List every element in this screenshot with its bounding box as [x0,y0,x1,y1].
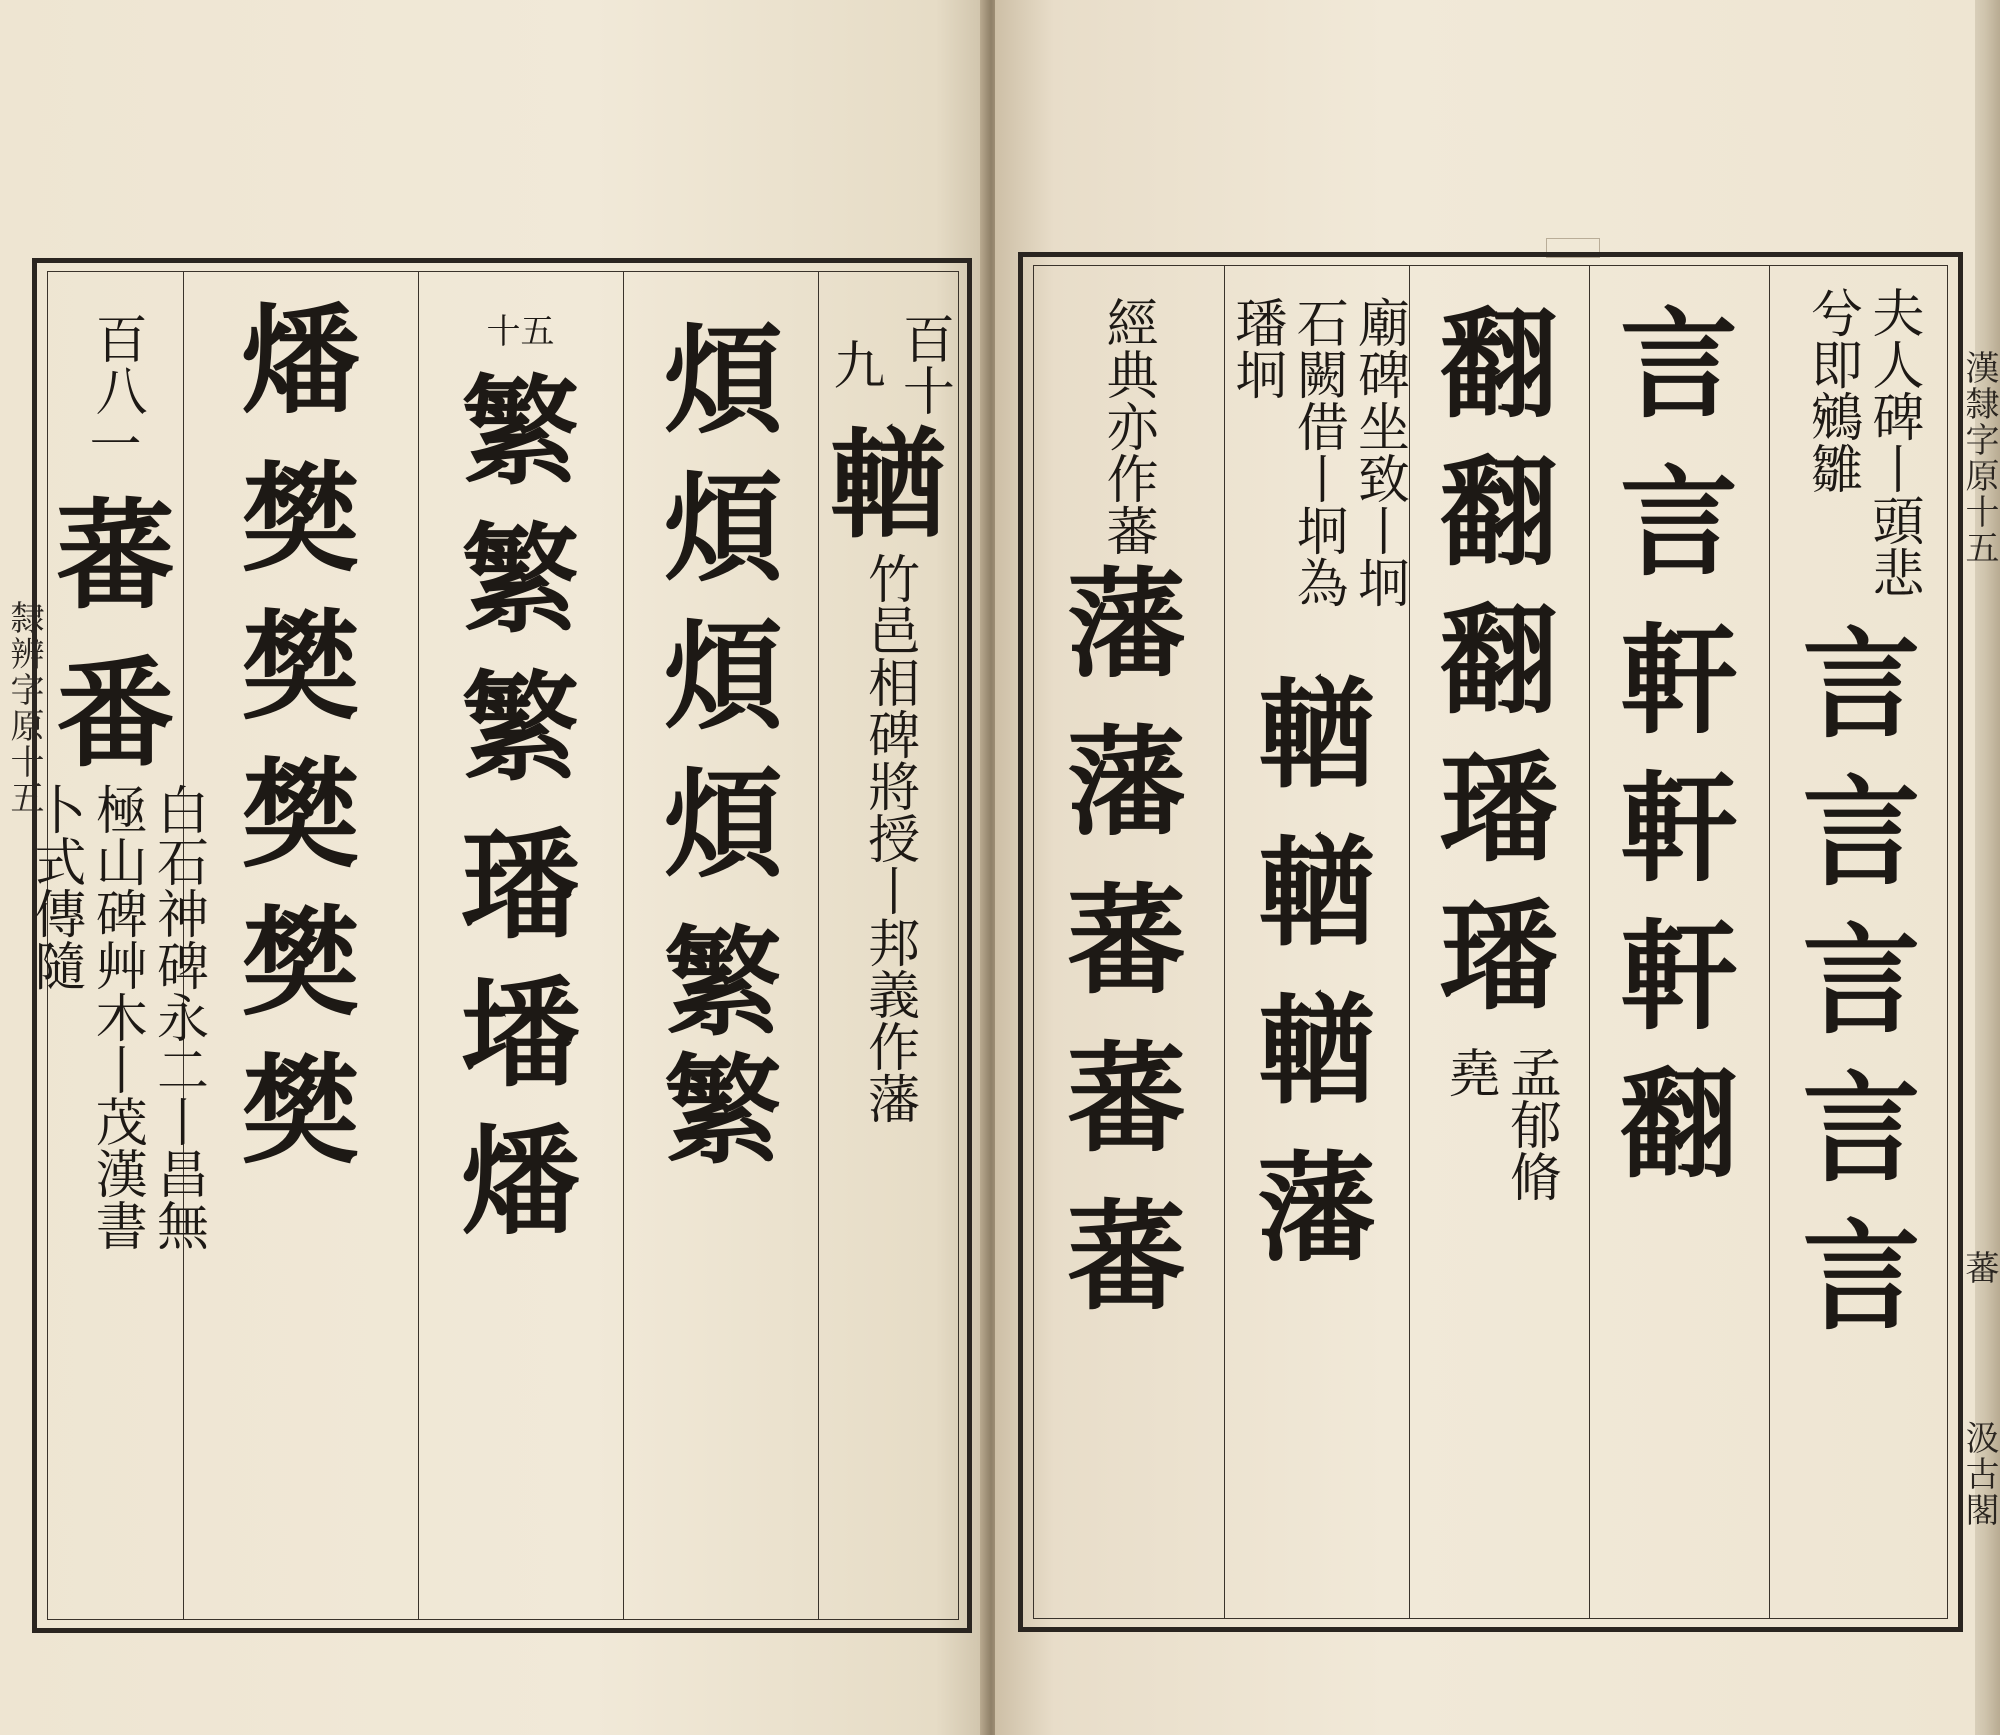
column-rule [623,272,624,1619]
headword: 樊 [241,893,360,1032]
headword: 輶 [828,415,947,554]
headword: 繁 [461,657,580,797]
column-rule [1769,266,1770,1618]
note-text: 百十 [893,312,954,416]
headword: 燔 [241,291,360,430]
headword: 軒 [1619,611,1738,750]
right-margin-title: 漢隸字原十五 [1959,350,1999,566]
headword: 煩 [663,459,782,598]
headword: 煩 [663,755,782,894]
right-column-3 [1414,266,1584,1618]
headword: 蕃 [1067,871,1186,1010]
right-column-5 [1034,266,1219,1618]
headword: 軒 [1619,759,1738,898]
entry-note [823,312,954,416]
left-column-3 [423,272,618,1619]
right-column-4 [1225,266,1409,1618]
headword: 繁 [663,1041,782,1180]
headword: 言 [1802,911,1921,1050]
headword: 番 [56,644,175,784]
right-frame [1018,252,1963,1632]
headword: 璠 [1439,887,1558,1026]
annotation: 經典亦作蕃 [1097,296,1158,556]
headword: 煩 [663,607,782,746]
headword: 翻 [1619,1055,1738,1194]
headword: 蕃 [1067,1187,1186,1326]
headword: 藩 [1257,1139,1376,1278]
headword: 輶 [1257,981,1376,1120]
left-margin-title: 隸辨字原十五 [4,600,44,816]
column-rule [418,272,419,1619]
annotation: 廟碑坐致丨坰石闕借丨坰為璠坰 [1225,296,1409,608]
headword: 輶 [1257,665,1376,804]
headword: 翻 [1439,443,1558,582]
headword: 藩 [1067,713,1186,852]
annotation: 竹邑相碑將授丨邦義作藩 [858,552,919,1124]
headword: 璠 [1439,739,1558,878]
headword: 繁 [461,361,580,501]
column-rule [818,272,819,1619]
annotation: 白石神碑永二丨昌無極山碑艸木丨茂漢書卜式傳隨 [24,783,208,1252]
headword: 繁 [663,913,782,1052]
headword: 蕃 [56,486,175,626]
headword: 言 [1619,295,1738,434]
column-rule [1589,266,1590,1618]
annotation: 夫人碑丨頭悲兮即鵷雛 [1801,286,1923,598]
headword: 煩 [663,311,782,450]
right-column-1 [1774,266,1949,1618]
column-rule [1409,266,1410,1618]
headword: 言 [1802,763,1921,902]
ref-number: 十五 [486,312,555,352]
headword: 墦 [461,963,580,1103]
headword: 言 [1619,453,1738,592]
right-inner-frame [1033,265,1948,1619]
headword: 言 [1802,1059,1921,1198]
right-margin-folio: 汲古閣 [1959,1420,1999,1528]
headword: 藩 [1067,555,1186,694]
right-column-2 [1594,266,1764,1618]
headword: 輶 [1257,823,1376,962]
headword: 樊 [241,1041,360,1180]
headword: 燔 [461,1111,580,1251]
headword: 繁 [461,509,580,649]
headword: 樊 [241,597,360,736]
left-column-2 [628,272,818,1619]
headword: 言 [1802,615,1921,754]
ref-number: 百八 [86,312,147,416]
headword: 軒 [1619,907,1738,1046]
annotation: 孟郁脩堯 [1439,1046,1561,1202]
left-column-1 [823,272,953,1619]
right-margin-corner: 蕃 [1959,1250,1999,1286]
headword: 樊 [241,449,360,588]
headword: 璠 [461,815,580,955]
headword: 翻 [1439,295,1558,434]
headword: 言 [1802,1207,1921,1346]
ref-number: 一 [89,416,142,476]
headword: 蕃 [1067,1029,1186,1168]
headword: 樊 [241,745,360,884]
left-column-4 [188,272,413,1619]
headword: 翻 [1439,591,1558,730]
note-text: 九 [824,338,884,390]
